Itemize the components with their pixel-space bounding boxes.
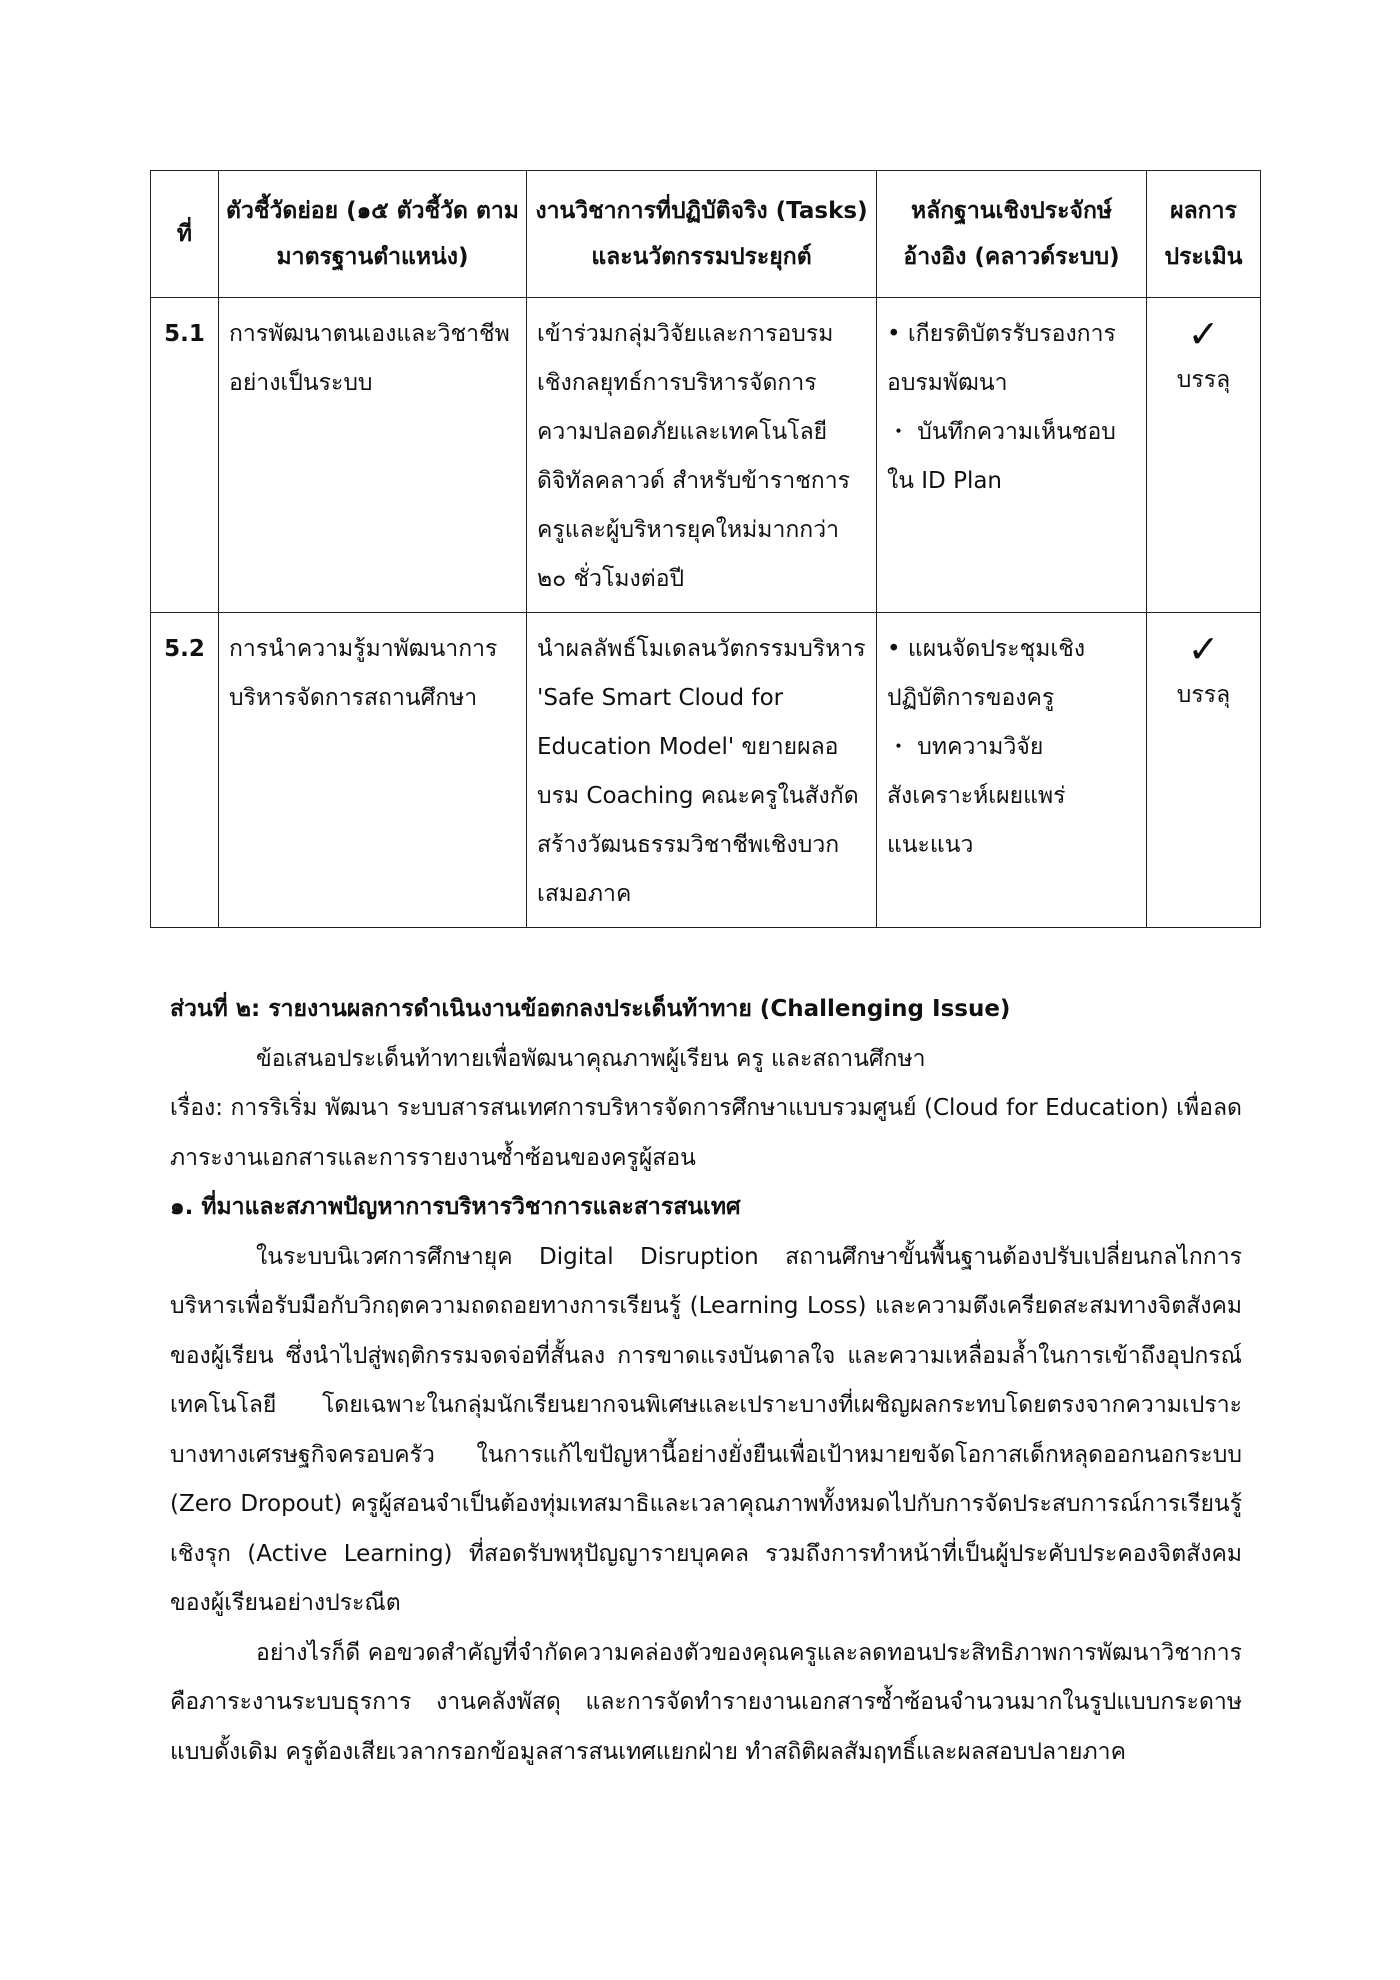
paragraph: อย่างไรก็ดี คอขวดสำคัญที่จำกัดความคล่องตัวของคุณครูและลดทอนประสิทธิภาพการพัฒนาวิชาการ คือภาระงานระบบธุรการ งานคลังพัสดุ และการจัดทำรายงานเอกสารซ้ำซ้อนจำนวนมากในรูปแบบกระดาษแบบดั้งเดิม ครูต้องเสียเวลากรอกข้อมูลสารสนเทศแยกฝ่าย ทำสถิติผลสัมฤทธิ์และผลสอบปลายภาค	[170, 1639, 1242, 1765]
row-result	[1147, 298, 1261, 613]
row-tasks: เข้าร่วมกลุ่มวิจัยและการอบรมเชิงกลยุทธ์การบริหารจัดการความปลอดภัยและเทคโนโลยีดิจิทัลคลาวด์ สำหรับข้าราชการครูและผู้บริหารยุคใหม่มากกว่า ๒๐ ชั่วโมงต่อปี	[527, 298, 877, 613]
evaluation-table	[150, 170, 1261, 928]
section-body	[170, 985, 1242, 1777]
table-header-row	[151, 171, 1261, 298]
row-indicator: การนำความรู้มาพัฒนาการบริหารจัดการสถานศึกษา	[219, 613, 527, 928]
row-number: 5.2	[151, 613, 219, 928]
row-evidence	[877, 298, 1147, 613]
result-label: บรรลุ	[1176, 367, 1231, 393]
row-number: 5.1	[151, 298, 219, 613]
header-evidence: หลักฐานเชิงประจักษ์ อ้างอิง (คลาวด์ระบบ)	[877, 171, 1147, 298]
paragraph: ในระบบนิเวศการศึกษายุค Digital Disruption สถานศึกษาขั้นพื้นฐานต้องปรับเปลี่ยนกลไกการบริหารเพื่อรับมือกับวิกฤตความถดถอยทางการเรียนรู้ (Learning Loss) และความตึงเครียดสะสมทางจิตสังคมของผู้เรียน ซึ่งนำไปสู่พฤติกรรมจดจ่อที่สั้นลง การขาดแรงบันดาลใจ และความเหลื่อมล้ำในการเข้าถึงอุปกรณ์เทคโนโลยี โดยเฉพาะในกลุ่มนักเรียนยากจนพิเศษและเปราะบางที่เผชิญผลกระทบโดยตรงจากความเปราะบางทางเศรษฐกิจครอบครัว ในการแก้ไขปัญหานี้อย่างยั่งยืนเพื่อเป้าหมายขจัดโอกาสเด็กหลุดออกนอกระบบ (Zero Dropout) ครูผู้สอนจำเป็นต้องทุ่มเทสมาธิและเวลาคุณภาพทั้งหมดไปกับการจัดประสบการณ์การเรียนรู้เชิงรุก (Active Learning) ที่สอดรับพหุปัญญารายบุคคล รวมถึงการทำหน้าที่เป็นผู้ประคับประคองจิตสังคมของผู้เรียนอย่างประณีต	[170, 1243, 1242, 1616]
row-result	[1147, 613, 1261, 928]
table-row	[151, 298, 1261, 613]
subject-line: เรื่อง: การริเริ่ม พัฒนา ระบบสารสนเทศการบริหารจัดการศึกษาแบบรวมศูนย์ (Cloud for Education) เพื่อลดภาระงานเอกสารและการรายงานซ้ำซ้อนของครูผู้สอน	[170, 1095, 1242, 1171]
header-tasks: งานวิชาการที่ปฏิบัติจริง (Tasks) และนวัตกรรมประยุกต์	[527, 171, 877, 298]
header-no: ที่	[151, 171, 219, 298]
subsection-heading: ๑. ที่มาและสภาพปัญหาการบริหารวิชาการและสารสนเทศ	[170, 1194, 741, 1220]
row-indicator: การพัฒนาตนเองและวิชาชีพอย่างเป็นระบบ	[219, 298, 527, 613]
proposal-line: ข้อเสนอประเด็นท้าทายเพื่อพัฒนาคุณภาพผู้เรียน ครู และสถานศึกษา	[256, 1045, 926, 1072]
evidence-item: • เกียรติบัตรรับรองการอบรมพัฒนา	[887, 321, 1116, 396]
table-row	[151, 613, 1261, 928]
row-evidence	[877, 613, 1147, 928]
header-result: ผลการ ประเมิน	[1147, 171, 1261, 298]
checkmark-icon: ✓	[1187, 627, 1220, 671]
evidence-item: ・ บทความวิจัยสังเคราะห์เผยแพร่แนะแนว	[887, 734, 1066, 858]
evidence-item: • แผนจัดประชุมเชิงปฏิบัติการของครู	[887, 636, 1086, 711]
header-indicator: ตัวชี้วัดย่อย (๑๕ ตัวชี้วัด ตามมาตรฐานตำแหน่ง)	[219, 171, 527, 298]
section-title: ส่วนที่ ๒: รายงานผลการดำเนินงานข้อตกลงประเด็นท้าทาย (Challenging Issue)	[170, 996, 1011, 1022]
result-label: บรรลุ	[1176, 682, 1231, 708]
evidence-item: ・ บันทึกความเห็นชอบใน ID Plan	[887, 419, 1116, 494]
row-tasks: นำผลลัพธ์โมเดลนวัตกรรมบริหาร 'Safe Smart Cloud for Education Model' ขยายผลอบรม Coaching คณะครูในสังกัด สร้างวัฒนธรรมวิชาชีพเชิงบวกเสมอภาค	[527, 613, 877, 928]
checkmark-icon: ✓	[1187, 312, 1220, 356]
